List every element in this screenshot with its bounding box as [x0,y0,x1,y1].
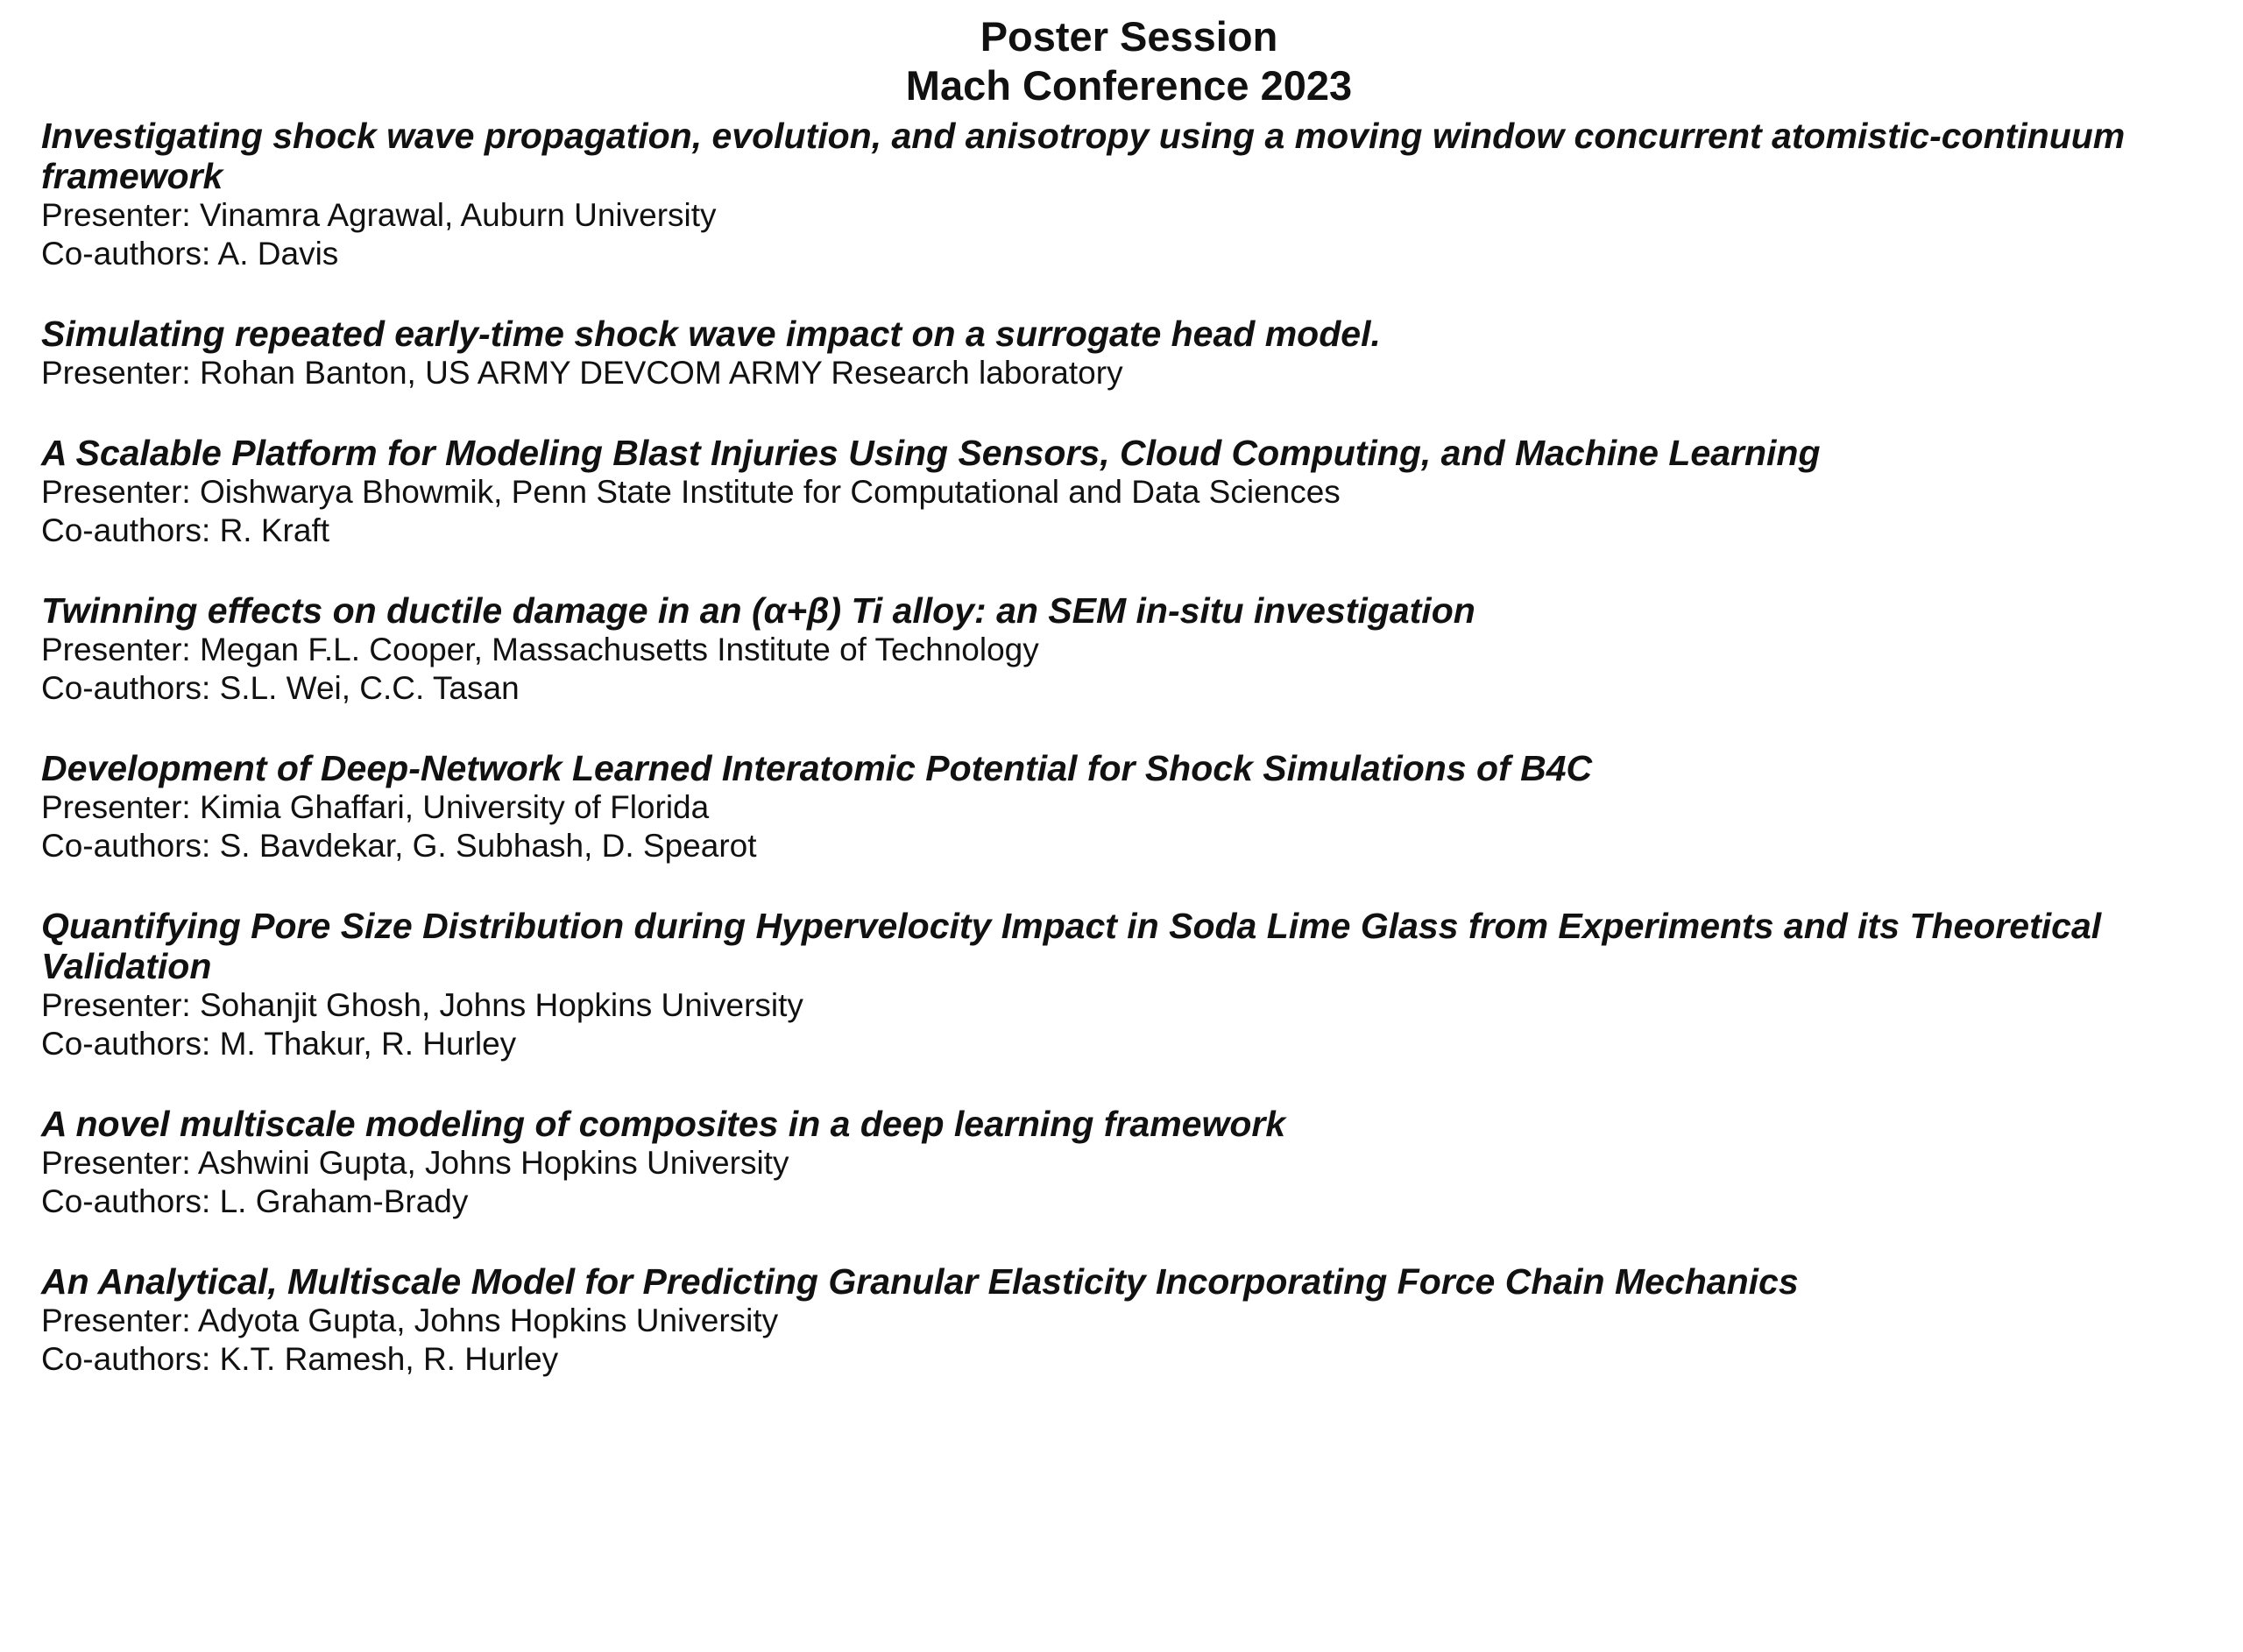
poster-coauthors: Co-authors: M. Thakur, R. Hurley [41,1026,517,1062]
poster-presenter: Presenter: Sohanjit Ghosh, Johns Hopkins University [41,987,803,1023]
poster-presenter: Presenter: Ashwini Gupta, Johns Hopkins University [41,1145,789,1181]
poster-title: Twinning effects on ductile damage in an (α+β) Ti alloy: an SEM in-situ investigation [41,590,1475,631]
poster-presenter: Presenter: Adyota Gupta, Johns Hopkins University [41,1303,779,1338]
poster-entry [41,906,2217,1063]
poster-presenter: Presenter: Rohan Banton, US ARMY DEVCOM ARMY Research laboratory [41,355,1123,391]
poster-entry [41,433,2217,550]
poster-presenter: Presenter: Oishwarya Bhowmik, Penn State Institute for Computational and Data Sciences [41,474,1341,510]
poster-entry [41,748,2217,865]
poster-entry [41,1104,2217,1221]
poster-title: Investigating shock wave propagation, evolution, and anisotropy using a moving window concurrent atomistic-continuum framework [41,116,2126,196]
poster-entry [41,590,2217,708]
poster-coauthors: Co-authors: L. Graham-Brady [41,1183,469,1219]
poster-title: Development of Deep-Network Learned Interatomic Potential for Shock Simulations of B4C [41,748,1593,788]
poster-presenter: Presenter: Kimia Ghaffari, University of Florida [41,789,710,825]
poster-coauthors: Co-authors: S. Bavdekar, G. Subhash, D. Spearot [41,828,757,864]
poster-title: A novel multiscale modeling of composites in a deep learning framework [41,1104,1286,1144]
poster-coauthors: Co-authors: K.T. Ramesh, R. Hurley [41,1341,559,1377]
poster-entry [41,116,2217,273]
poster-coauthors: Co-authors: A. Davis [41,236,339,272]
poster-title: Simulating repeated early-time shock wave impact on a surrogate head model. [41,314,1381,354]
page-header [41,12,2217,110]
header-title: Poster Session [980,13,1278,60]
poster-coauthors: Co-authors: S.L. Wei, C.C. Tasan [41,670,520,706]
header-subtitle: Mach Conference 2023 [905,62,1353,109]
poster-title: Quantifying Pore Size Distribution during Hypervelocity Impact in Soda Lime Glass from Experiments and its Theoretical Validation [41,906,2102,986]
poster-list [41,116,2217,1379]
poster-entry [41,314,2217,392]
poster-coauthors: Co-authors: R. Kraft [41,512,330,548]
poster-title: An Analytical, Multiscale Model for Predicting Granular Elasticity Incorporating Force Chain Mechanics [41,1261,1799,1302]
poster-entry [41,1261,2217,1379]
poster-title: A Scalable Platform for Modeling Blast Injuries Using Sensors, Cloud Computing, and Machine Learning [41,433,1821,473]
poster-presenter: Presenter: Megan F.L. Cooper, Massachusetts Institute of Technology [41,632,1039,667]
poster-presenter: Presenter: Vinamra Agrawal, Auburn University [41,197,717,233]
